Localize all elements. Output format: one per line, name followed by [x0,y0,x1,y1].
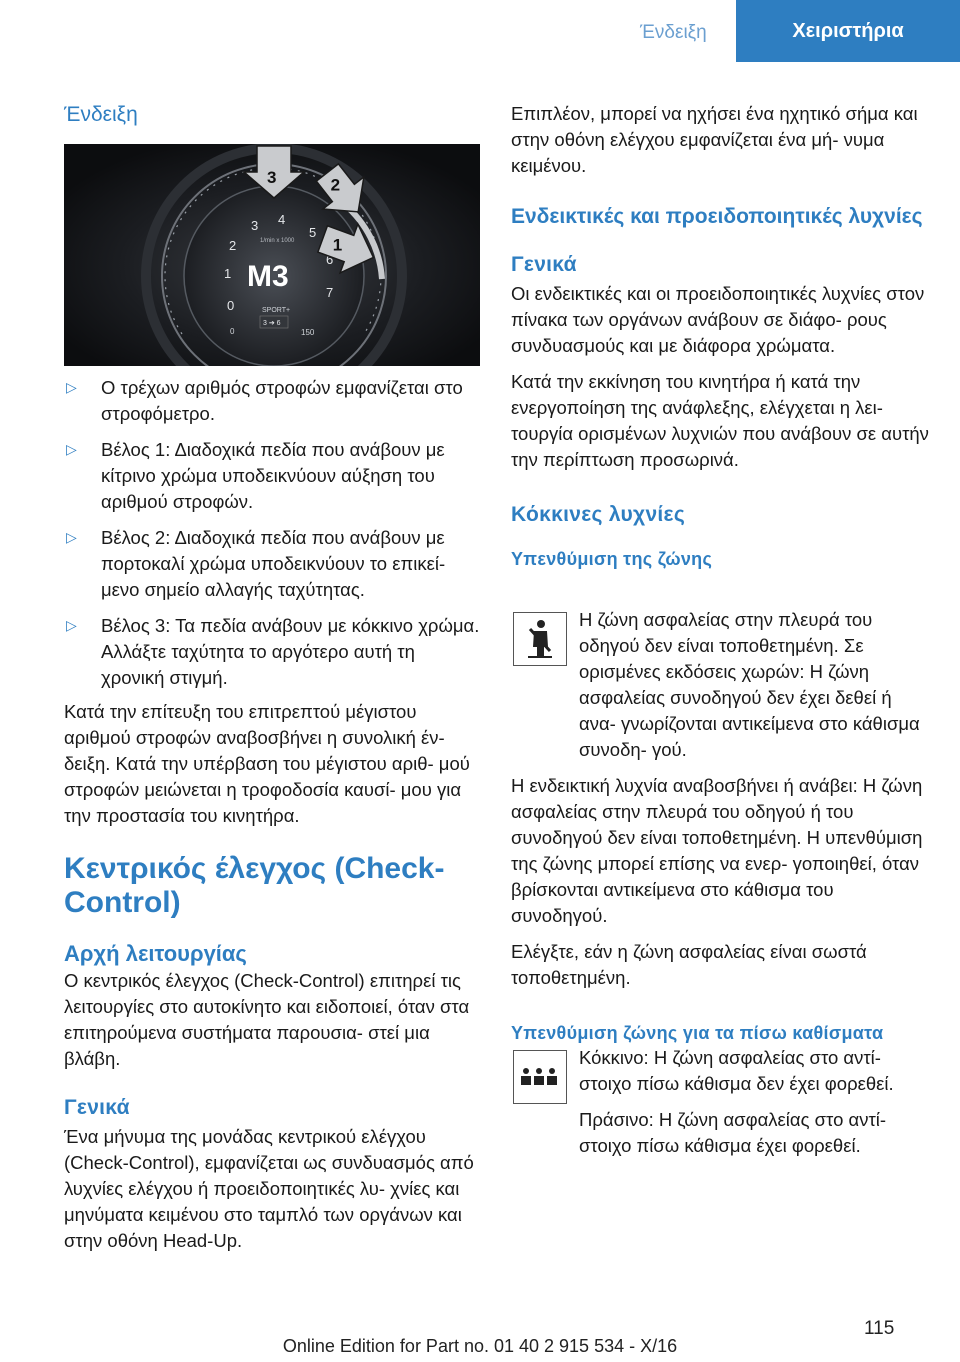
triangle-bullet-icon: ▷ [66,617,77,633]
triangle-bullet-icon: ▷ [66,441,77,457]
rear-belt-section [511,1045,931,1159]
scale-1: 1 [224,266,232,281]
left-section-title-wrap [64,103,480,127]
intro-text: Επιπλέον, μπορεί να ηχήσει ένα ηχητικό σήμα και στην οθόνη ελέγχου εμφανίζεται ένα μή- νυμα κειμένου. [511,103,918,176]
bullet-list [64,375,480,829]
general-heading: Γενικά [511,253,577,276]
gauge-speed: 150 [301,328,315,337]
bullet-item [64,437,480,515]
scale-7: 7 [326,285,334,300]
header-tab-indicator[interactable]: Ένδειξη [640,22,707,43]
belt-section [511,607,931,1044]
belt-p2: Η ενδεικτική λυχνία αναβοσβήνει ή ανάβει: Η ζώνη ασφαλείας στην πλευρά του οδηγού ή του συνοδηγού δεν είναι τοποθετημένη. Η υπενθύμιση της ζώνης μπορεί επίσης να ενερ- γοποιηθεί, όταν βρίσκονται αντικείμενα στο κάθισμα του συνοδηγού. [511,775,923,926]
scale-2: 2 [229,238,237,253]
bullet-text: Βέλος 3: Τα πεδία ανάβουν με κόκκινο χρώμα. Αλλάξτε ταχύτητα το αργότερο αυτή τη χρονική στιγμή. [101,615,480,688]
arrow-1-label: 1 [332,235,343,255]
gauge-mode: SPORT+ [262,307,291,314]
bullet-item [64,375,480,427]
general-p1: Οι ενδεικτικές και οι προειδοποιητικές λυχνίες στον πίνακα των οργάνων ανάβουν σε διάφο- ρους συνδυασμούς και με διάφορα χρώματα. [511,283,925,356]
section-title: Ένδειξη [64,103,138,126]
check-control-heading: Κεντρικός έλεγχος (Check- Control) [64,852,445,919]
gauge-speed-zero: 0 [230,327,235,336]
bullet-text: Βέλος 1: Διαδοχικά πεδία που ανάβουν με κίτρινο χρώμα υποδεικνύουν αύξηση του αριθμού στροφών. [101,439,445,512]
right-column [511,101,931,570]
header-tab-controls[interactable]: Χειριστήρια [736,0,960,62]
general-p2: Κατά την εκκίνηση του κινητήρα ή κατά την ενεργοποίηση της ανάφλεξης, ελέγχεται η λει- τουργία ορισμένων λυχνιών που ανάβουν σε αυτήν την περίπτωση προσωρινά. [511,371,929,470]
scale-5: 5 [309,225,317,240]
gauge-gear-hint: 3 ➔ 6 [263,320,281,327]
bullet-text: Ο τρέχων αριθμός στροφών εμφανίζεται στο στροφόμετρο. [101,377,463,424]
belt-reminder-heading: Υπενθύμιση της ζώνης [511,549,713,569]
triangle-bullet-icon: ▷ [66,529,77,545]
principle-text: Ο κεντρικός έλεγχος (Check-Control) επιτηρεί τις λειτουργίες στο αυτοκίνητο και ειδοποιεί, όταν στα επιτηρούμενα συστήματα παρουσια- στεί μια βλάβη. [64,970,470,1069]
principle-heading: Αρχή λειτουργίας [64,941,247,966]
bullet-text: Βέλος 2: Διαδοχικά πεδία που ανάβουν με πορτοκαλί χρώμα υποδεικνύουν το επικεί- μενο σημείο αλλαγής ταχύτητας. [101,527,446,600]
general-text: Ένα μήνυμα της μονάδας κεντρικού ελέγχου (Check-Control), εμφανίζεται ως συνδυασμός από λυχνίες ελέγχου ή προειδοποιητικές λυ- χνίες και μηνύματα κειμένου στο ταμπλό των οργάνων και στην οθόνη Head-Up. [64,1126,474,1251]
general-heading: Γενικά [64,1096,130,1119]
scale-4: 4 [278,212,286,227]
arrow-3-label: 3 [267,168,277,187]
belt-p3: Ελέγξτε, εάν η ζώνη ασφαλείας είναι σωστά τοποθετημένη. [511,941,867,988]
check-control-section [64,852,480,1254]
bullet-item [64,525,480,603]
arrow-2-label: 2 [330,175,341,195]
page-number: 115 [864,1318,895,1339]
belt-p1: Η ζώνη ασφαλείας στην πλευρά του οδηγού δεν είναι τοποθετημένη. Σε ορισμένες εκδόσεις χωρών: Η ζώνη ασφαλείας συνοδηγού δεν έχει δεθεί ή ανα- γνωρίζονται αντικείμενα στο κάθισμα συνοδη- γού. [579,609,920,760]
scale-6: 6 [326,252,334,267]
belt-text-wrapped [511,607,931,763]
triangle-bullet-icon: ▷ [66,379,77,395]
bullet-item [64,613,480,691]
rear-p1: Κόκκινο: Η ζώνη ασφαλείας στο αντί- στοιχο πίσω κάθισμα δεν έχει φορεθεί. [579,1047,894,1094]
rear-p2: Πράσινο: Η ζώνη ασφαλείας στο αντί- στοιχο πίσω κάθισμα έχει φορεθεί. [579,1109,887,1156]
rpm-paragraph: Κατά την επίτευξη του επιτρεπτού μέγιστου αριθμού στροφών αναβοσβήνει η συνολική έν- δειξη. Κατά την υπέρβαση του μέγιστου αριθ- μού στροφών μειώνεται η τροφοδοσία καυσί- μου για την προστασία του κινητήρα. [64,701,470,826]
rear-belt-heading: Υπενθύμιση ζώνης για τα πίσω καθίσματα [511,1023,884,1043]
red-lamps-heading: Κόκκινες λυχνίες [511,503,686,526]
lamps-heading: Ενδεικτικές και προειδοποιητικές λυχνίες [511,205,923,228]
gauge-gear: M3 [247,260,289,293]
tachometer-graphic [64,144,480,366]
edition-footer: Online Edition for Part no. 01 40 2 915 534 - X/16 [282,1336,678,1356]
scale-0: 0 [227,298,235,313]
scale-3: 3 [251,218,259,233]
gauge-unit: 1/min x 1000 [260,238,295,244]
tachometer-image [64,144,480,366]
